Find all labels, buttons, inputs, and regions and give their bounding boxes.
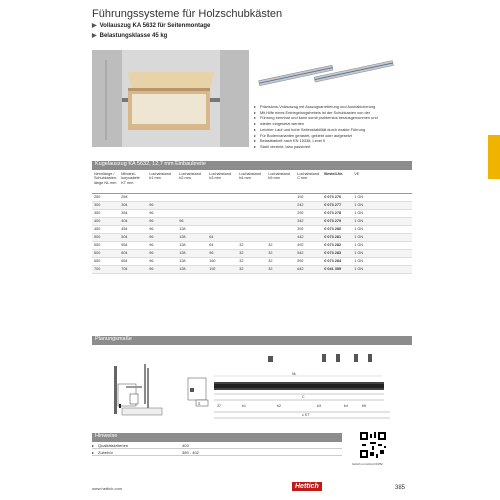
table-cell xyxy=(207,201,237,209)
planning-diagram xyxy=(92,346,412,434)
table-row xyxy=(92,233,412,241)
table-cell: 1 GN xyxy=(352,233,412,241)
table-cell: 96 xyxy=(147,241,177,249)
chapter-tab-marker xyxy=(488,135,500,179)
order-number-cell: 0 073 277 xyxy=(322,201,352,209)
table-cell: 192 xyxy=(295,193,322,201)
qr-code-icon xyxy=(360,432,386,458)
table-row xyxy=(92,217,412,225)
qr-code[interactable] xyxy=(360,432,386,458)
table-cell: 64 xyxy=(207,233,237,241)
col-header: Lochabstand C mm xyxy=(295,171,322,193)
dim-nl: NL xyxy=(292,372,297,376)
subtitle-product xyxy=(92,22,210,29)
col-header: Lochabstand b5 mm xyxy=(266,171,295,193)
table-cell: 96 xyxy=(147,209,177,217)
table-cell: 96 xyxy=(147,201,177,209)
feature-item: ▸ Für Bodenvarianten gerastet, geklebt oder aufgesetzt xyxy=(254,133,414,139)
subtitle-load-class xyxy=(92,32,167,39)
table-cell: 342 xyxy=(295,217,322,225)
hinweise-label: ▸ Qualitätskriterien xyxy=(92,443,182,448)
table-cell: 250 xyxy=(92,193,119,201)
feature-list xyxy=(254,104,414,150)
dim-s: S xyxy=(198,402,201,406)
table-cell: 32 xyxy=(237,249,266,257)
hinweise-row xyxy=(92,442,342,449)
drawer-photo-illustration xyxy=(92,50,249,147)
table-row xyxy=(92,225,412,233)
table-title-bar: Kugelauszug KA 5632, 12,7 mm Einbaubreite xyxy=(92,161,412,170)
dim-b3: b3 xyxy=(317,404,321,408)
dim-kt: ≥ KT xyxy=(302,413,310,417)
table-cell: 554 xyxy=(119,241,147,249)
table-cell: 128 xyxy=(177,233,207,241)
table-cell: 592 xyxy=(295,257,322,265)
table-cell: 1 GN xyxy=(352,201,412,209)
table-cell: 1 GN xyxy=(352,209,412,217)
table-row xyxy=(92,257,412,265)
drawer-photo xyxy=(92,50,249,147)
table-cell: 350 xyxy=(92,209,119,217)
table-cell: 404 xyxy=(119,217,147,225)
table-cell xyxy=(207,217,237,225)
table-row xyxy=(92,201,412,209)
table-cell: 96 xyxy=(207,249,237,257)
table-cell: 454 xyxy=(119,225,147,233)
table-cell: 354 xyxy=(119,209,147,217)
table-row xyxy=(92,193,412,201)
feature-item: ▸ Führung trennbar und kann somit problemlos herausgenommen und xyxy=(254,115,414,121)
table-cell: 32 xyxy=(266,241,295,249)
table-cell: 600 xyxy=(92,249,119,257)
table-cell: 300 xyxy=(92,201,119,209)
table-cell xyxy=(266,201,295,209)
page-title: Führungssysteme für Holzschubkästen xyxy=(92,8,283,20)
table-cell: 1 GN xyxy=(352,265,412,273)
table-cell: 32 xyxy=(237,265,266,273)
feature-item: ▸ Belastbarkeit nach EN 15338, Level II xyxy=(254,138,414,144)
table-cell xyxy=(237,233,266,241)
hinweise-page: 389 - 402 xyxy=(182,449,199,455)
table-header-row xyxy=(92,171,412,193)
col-header: Lochabstand b2 mm xyxy=(177,171,207,193)
hinweise-list xyxy=(92,442,342,456)
table-cell xyxy=(207,209,237,217)
table-cell: 96 xyxy=(177,217,207,225)
table-cell: 192 xyxy=(207,265,237,273)
table-cell xyxy=(266,209,295,217)
table-cell: 450 xyxy=(92,225,119,233)
table-cell: 704 xyxy=(119,265,147,273)
table-cell: 128 xyxy=(177,241,207,249)
order-number-cell: 0 073 280 xyxy=(322,225,352,233)
order-number-cell: 0 073 284 xyxy=(322,257,352,265)
table-cell xyxy=(177,201,207,209)
table-cell: 242 xyxy=(295,201,322,209)
table-cell: 504 xyxy=(119,233,147,241)
col-header: Nennlänge / Schubkasten-länge NL mm xyxy=(92,171,119,193)
dim-c: C xyxy=(302,395,305,399)
table-cell: 1 GN xyxy=(352,217,412,225)
table-cell xyxy=(207,225,237,233)
table-cell: 1 GN xyxy=(352,193,412,201)
table-cell xyxy=(177,209,207,217)
dim-b2: b2 xyxy=(277,404,281,408)
order-number-cell: 0 073 283 xyxy=(322,249,352,257)
table-cell xyxy=(237,225,266,233)
table-cell: 32 xyxy=(237,257,266,265)
dim-b1: b1 xyxy=(242,404,246,408)
table-cell: 128 xyxy=(177,257,207,265)
col-header: VE xyxy=(352,171,412,193)
table-cell: 64 xyxy=(207,241,237,249)
planning-title-bar: Planungsmaße xyxy=(92,336,412,345)
col-header: Mindest-korpustiefe KT mm xyxy=(119,171,147,193)
arrow-icon: ▶ xyxy=(92,23,97,29)
planning-drawing xyxy=(92,346,412,434)
table-cell xyxy=(237,217,266,225)
feature-item: ▸ Präzisions-Vollauszug mit Auszugsarretierung und Aushakicherung xyxy=(254,104,414,110)
table-row xyxy=(92,209,412,217)
table-row xyxy=(92,265,412,273)
table-cell: 492 xyxy=(295,241,322,249)
table-cell: 550 xyxy=(92,241,119,249)
product-table xyxy=(92,171,412,274)
hinweise-row xyxy=(92,449,342,456)
table-row xyxy=(92,249,412,257)
table-cell xyxy=(147,193,177,201)
feature-item: ▸ wieder eingesetzt werden xyxy=(254,121,414,127)
table-cell xyxy=(266,193,295,201)
table-cell: 32 xyxy=(266,257,295,265)
table-cell: 1 GN xyxy=(352,225,412,233)
dim-b5: b5 xyxy=(362,404,366,408)
table-cell: 1 GN xyxy=(352,257,412,265)
table-cell: 128 xyxy=(177,225,207,233)
table-cell xyxy=(266,217,295,225)
table-cell: 32 xyxy=(237,241,266,249)
hinweise-title-bar: Hinweise xyxy=(92,433,342,442)
arrow-icon: ▶ xyxy=(92,33,97,39)
col-header: Bestell-Nr. xyxy=(322,171,352,193)
table-cell: 700 xyxy=(92,265,119,273)
table-cell: 400 xyxy=(92,217,119,225)
table-cell: 604 xyxy=(119,249,147,257)
table-cell: 442 xyxy=(295,233,322,241)
table-cell: 304 xyxy=(119,201,147,209)
table-cell xyxy=(237,209,266,217)
qr-caption: hettich.com/short/19f5c xyxy=(352,462,384,466)
feature-item: ▸ Leichter Lauf und hohe Seitenstabilität durch exakte Führung xyxy=(254,127,414,133)
table-cell: 1 GN xyxy=(352,249,412,257)
table-cell: 96 xyxy=(147,265,177,273)
slide-rails-photo xyxy=(254,52,404,98)
dim-b4: b4 xyxy=(344,404,348,408)
table-cell: 128 xyxy=(177,249,207,257)
table-cell: 1 GN xyxy=(352,241,412,249)
col-header: Lochabstand b3 mm xyxy=(207,171,237,193)
hettich-logo: Hettich xyxy=(292,482,322,491)
table-cell: 96 xyxy=(147,257,177,265)
table-cell: 96 xyxy=(147,233,177,241)
table-cell: 654 xyxy=(119,257,147,265)
table-cell: 160 xyxy=(207,257,237,265)
order-number-cell: 0 041 355 xyxy=(322,265,352,273)
table-cell: 392 xyxy=(295,225,322,233)
feature-item: ▸ Mit Hilfe eines Entriegelungshebels ist der Schubkasten von der xyxy=(254,110,414,116)
slide-rails-illustration xyxy=(254,52,404,98)
feature-item: ▸ Stahl verzinkt, blau passiviert xyxy=(254,144,414,150)
table-cell: 542 xyxy=(295,249,322,257)
page-number: 385 xyxy=(395,485,406,491)
hinweise-label: ▸ Zubehör xyxy=(92,450,182,455)
table-cell xyxy=(237,201,266,209)
order-number-cell: 0 073 276 xyxy=(322,193,352,201)
subtitle-load-text: Belastungsklasse 45 kg xyxy=(99,33,168,39)
table-cell: 32 xyxy=(266,249,295,257)
footer-url[interactable]: www.hettich.com xyxy=(92,486,123,491)
hinweise-page: 403 xyxy=(182,442,189,448)
order-number-cell: 0 073 278 xyxy=(322,209,352,217)
order-number-cell: 0 073 282 xyxy=(322,241,352,249)
table-cell: 96 xyxy=(147,217,177,225)
table-cell xyxy=(207,193,237,201)
table-cell: 642 xyxy=(295,265,322,273)
table-cell: 254 xyxy=(119,193,147,201)
table-cell: 128 xyxy=(177,265,207,273)
col-header: Lochabstand b1 mm xyxy=(147,171,177,193)
table-cell: 650 xyxy=(92,257,119,265)
order-number-cell: 0 073 281 xyxy=(322,233,352,241)
table-cell: 500 xyxy=(92,233,119,241)
table-cell xyxy=(266,225,295,233)
table-cell: 96 xyxy=(147,225,177,233)
table-cell xyxy=(266,233,295,241)
table-cell: 96 xyxy=(147,249,177,257)
table-cell xyxy=(237,193,266,201)
dim-37: 37 xyxy=(217,404,221,408)
table-row xyxy=(92,241,412,249)
subtitle-product-text: Vollauszug KA 5632 für Seitenmontage xyxy=(99,23,211,29)
table-cell: 292 xyxy=(295,209,322,217)
table-cell xyxy=(177,193,207,201)
order-number-cell: 0 073 279 xyxy=(322,217,352,225)
col-header: Lochabstand b4 mm xyxy=(237,171,266,193)
table-cell: 32 xyxy=(266,265,295,273)
